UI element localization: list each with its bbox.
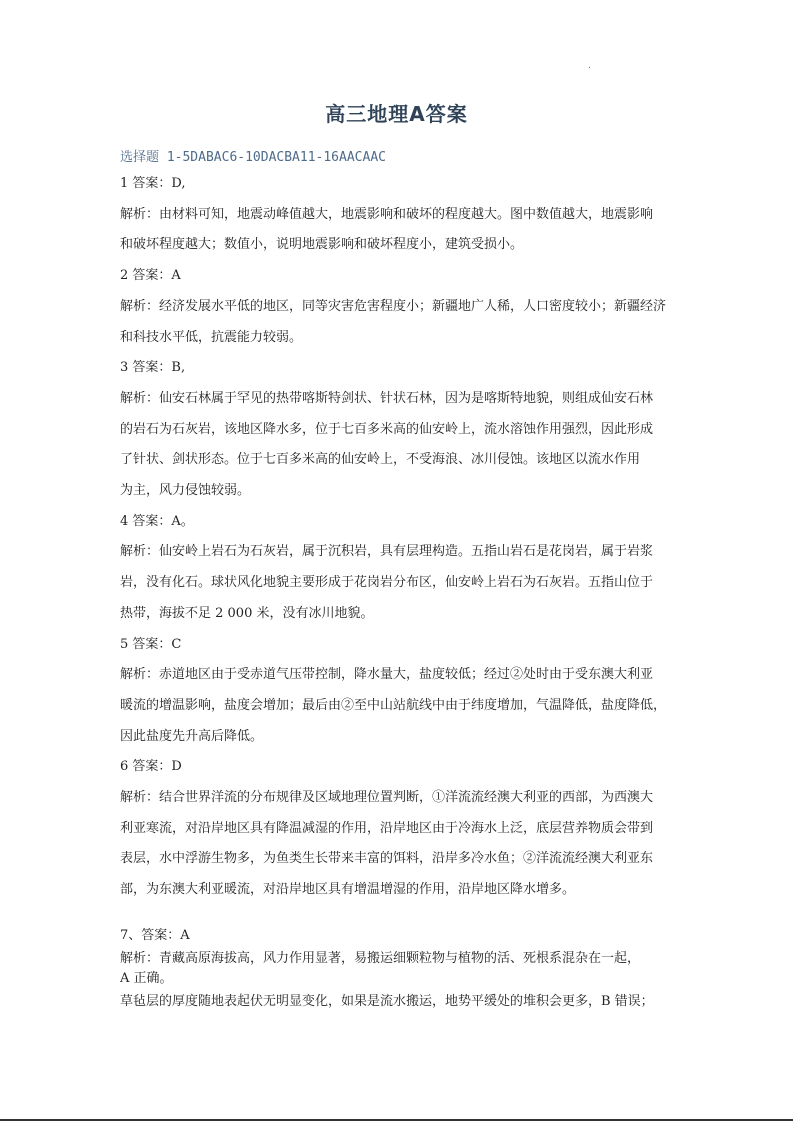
- answers-block: [120, 169, 678, 906]
- page-bottom-border: [0, 1119, 793, 1121]
- q6-answer: 6 答案：D: [120, 759, 182, 775]
- q1-explanation-line: 解析：由材料可知，地震动峰值越大，地震影响和破坏的程度越大。图中数值越大，地震影响: [120, 206, 654, 222]
- q3-explanation-line: 为主，风力侵蚀较弱。: [120, 483, 251, 499]
- q7-answer: 7、答案：A: [120, 928, 190, 943]
- page-title: 高三地理A答案: [325, 102, 468, 126]
- q5-answer: 5 答案：C: [120, 636, 182, 652]
- q2-answer: 2 答案：A: [120, 268, 181, 284]
- q7-block: [120, 926, 690, 1012]
- q3-answer: 3 答案：B,: [120, 360, 186, 376]
- q4-explanation-line: 热带，海拔不足 2 000 米，没有冰川地貌。: [120, 605, 374, 621]
- answer-summary: 选择题 1-5DABAC6-10DACBA11-16AACAAC: [120, 150, 386, 165]
- q3-explanation-line: 了针状、剑状形态。位于七百多米高的仙安岭上，不受海浪、冰川侵蚀。该地区以流水作用: [120, 452, 641, 468]
- q5-explanation-line: 因此盐度先升高后降低。: [120, 728, 264, 744]
- q3-explanation-line: 的岩石为石灰岩，该地区降水多，位于七百多米高的仙安岭上，流水溶蚀作用强烈，因此形成: [120, 421, 654, 437]
- q2-explanation-line: 解析：经济发展水平低的地区，同等灾害危害程度小；新疆地广人稀，人口密度较小；新疆经济: [120, 298, 667, 314]
- q7-explanation-line: 解析：青藏高原海拔高，风力作用显著，易搬运细颗粒物与植物的活、死根系混杂在一起，: [120, 951, 641, 966]
- q4-answer: 4 答案：A。: [120, 513, 194, 529]
- corner-mark: .: [588, 61, 591, 71]
- q6-explanation-line: 利亚寒流，对沿岸地区具有降温减湿的作用，沿岸地区由于冷海水上泛，底层营养物质会带到: [120, 820, 654, 836]
- q1-answer: 1 答案：D,: [120, 176, 186, 191]
- q6-explanation-line: 解析：结合世界洋流的分布规律及区域地理位置判断，①洋流流经澳大利亚的西部，为西澳大: [120, 790, 654, 806]
- q4-explanation-line: 岩，没有化石。球状风化地貌主要形成于花岗岩分布区，仙安岭上岩石为石灰岩。五指山位于: [120, 575, 654, 591]
- q2-explanation-line: 和科技水平低，抗震能力较弱。: [120, 329, 303, 345]
- q1-explanation-line: 和破坏程度越大；数值小，说明地震影响和破坏程度小，建筑受损小。: [120, 237, 524, 253]
- q4-explanation-line: 解析：仙安岭上岩石为石灰岩，属于沉积岩，具有层理构造。五指山岩石是花岗岩，属于岩浆: [120, 544, 654, 560]
- q6-explanation-line: 表层，水中浮游生物多，为鱼类生长带来丰富的饵料，沿岸多冷水鱼；②洋流流经澳大利亚东: [120, 851, 654, 867]
- q5-explanation-line: 解析：赤道地区由于受赤道气压带控制，降水量大，盐度较低；经过②处时由于受东澳大利亚: [120, 667, 654, 683]
- q7-explanation-line: 草毡层的厚度随地表起伏无明显变化，如果是流水搬运，地势平缓处的堆积会更多，B 错误；: [120, 994, 654, 1009]
- q5-explanation-line: 暖流的增温影响，盐度会增加；最后由②至中山站航线中由于纬度增加，气温降低，盐度降低，: [120, 697, 667, 713]
- q7-explanation-line: A 正确。: [120, 971, 173, 986]
- q3-explanation-line: 解析：仙安石林属于罕见的热带喀斯特剑状、针状石林，因为是喀斯特地貌，则组成仙安石林: [120, 390, 654, 406]
- q6-explanation-line: 部，为东澳大利亚暖流，对沿岸地区具有增温增湿的作用，沿岸地区降水增多。: [120, 882, 576, 898]
